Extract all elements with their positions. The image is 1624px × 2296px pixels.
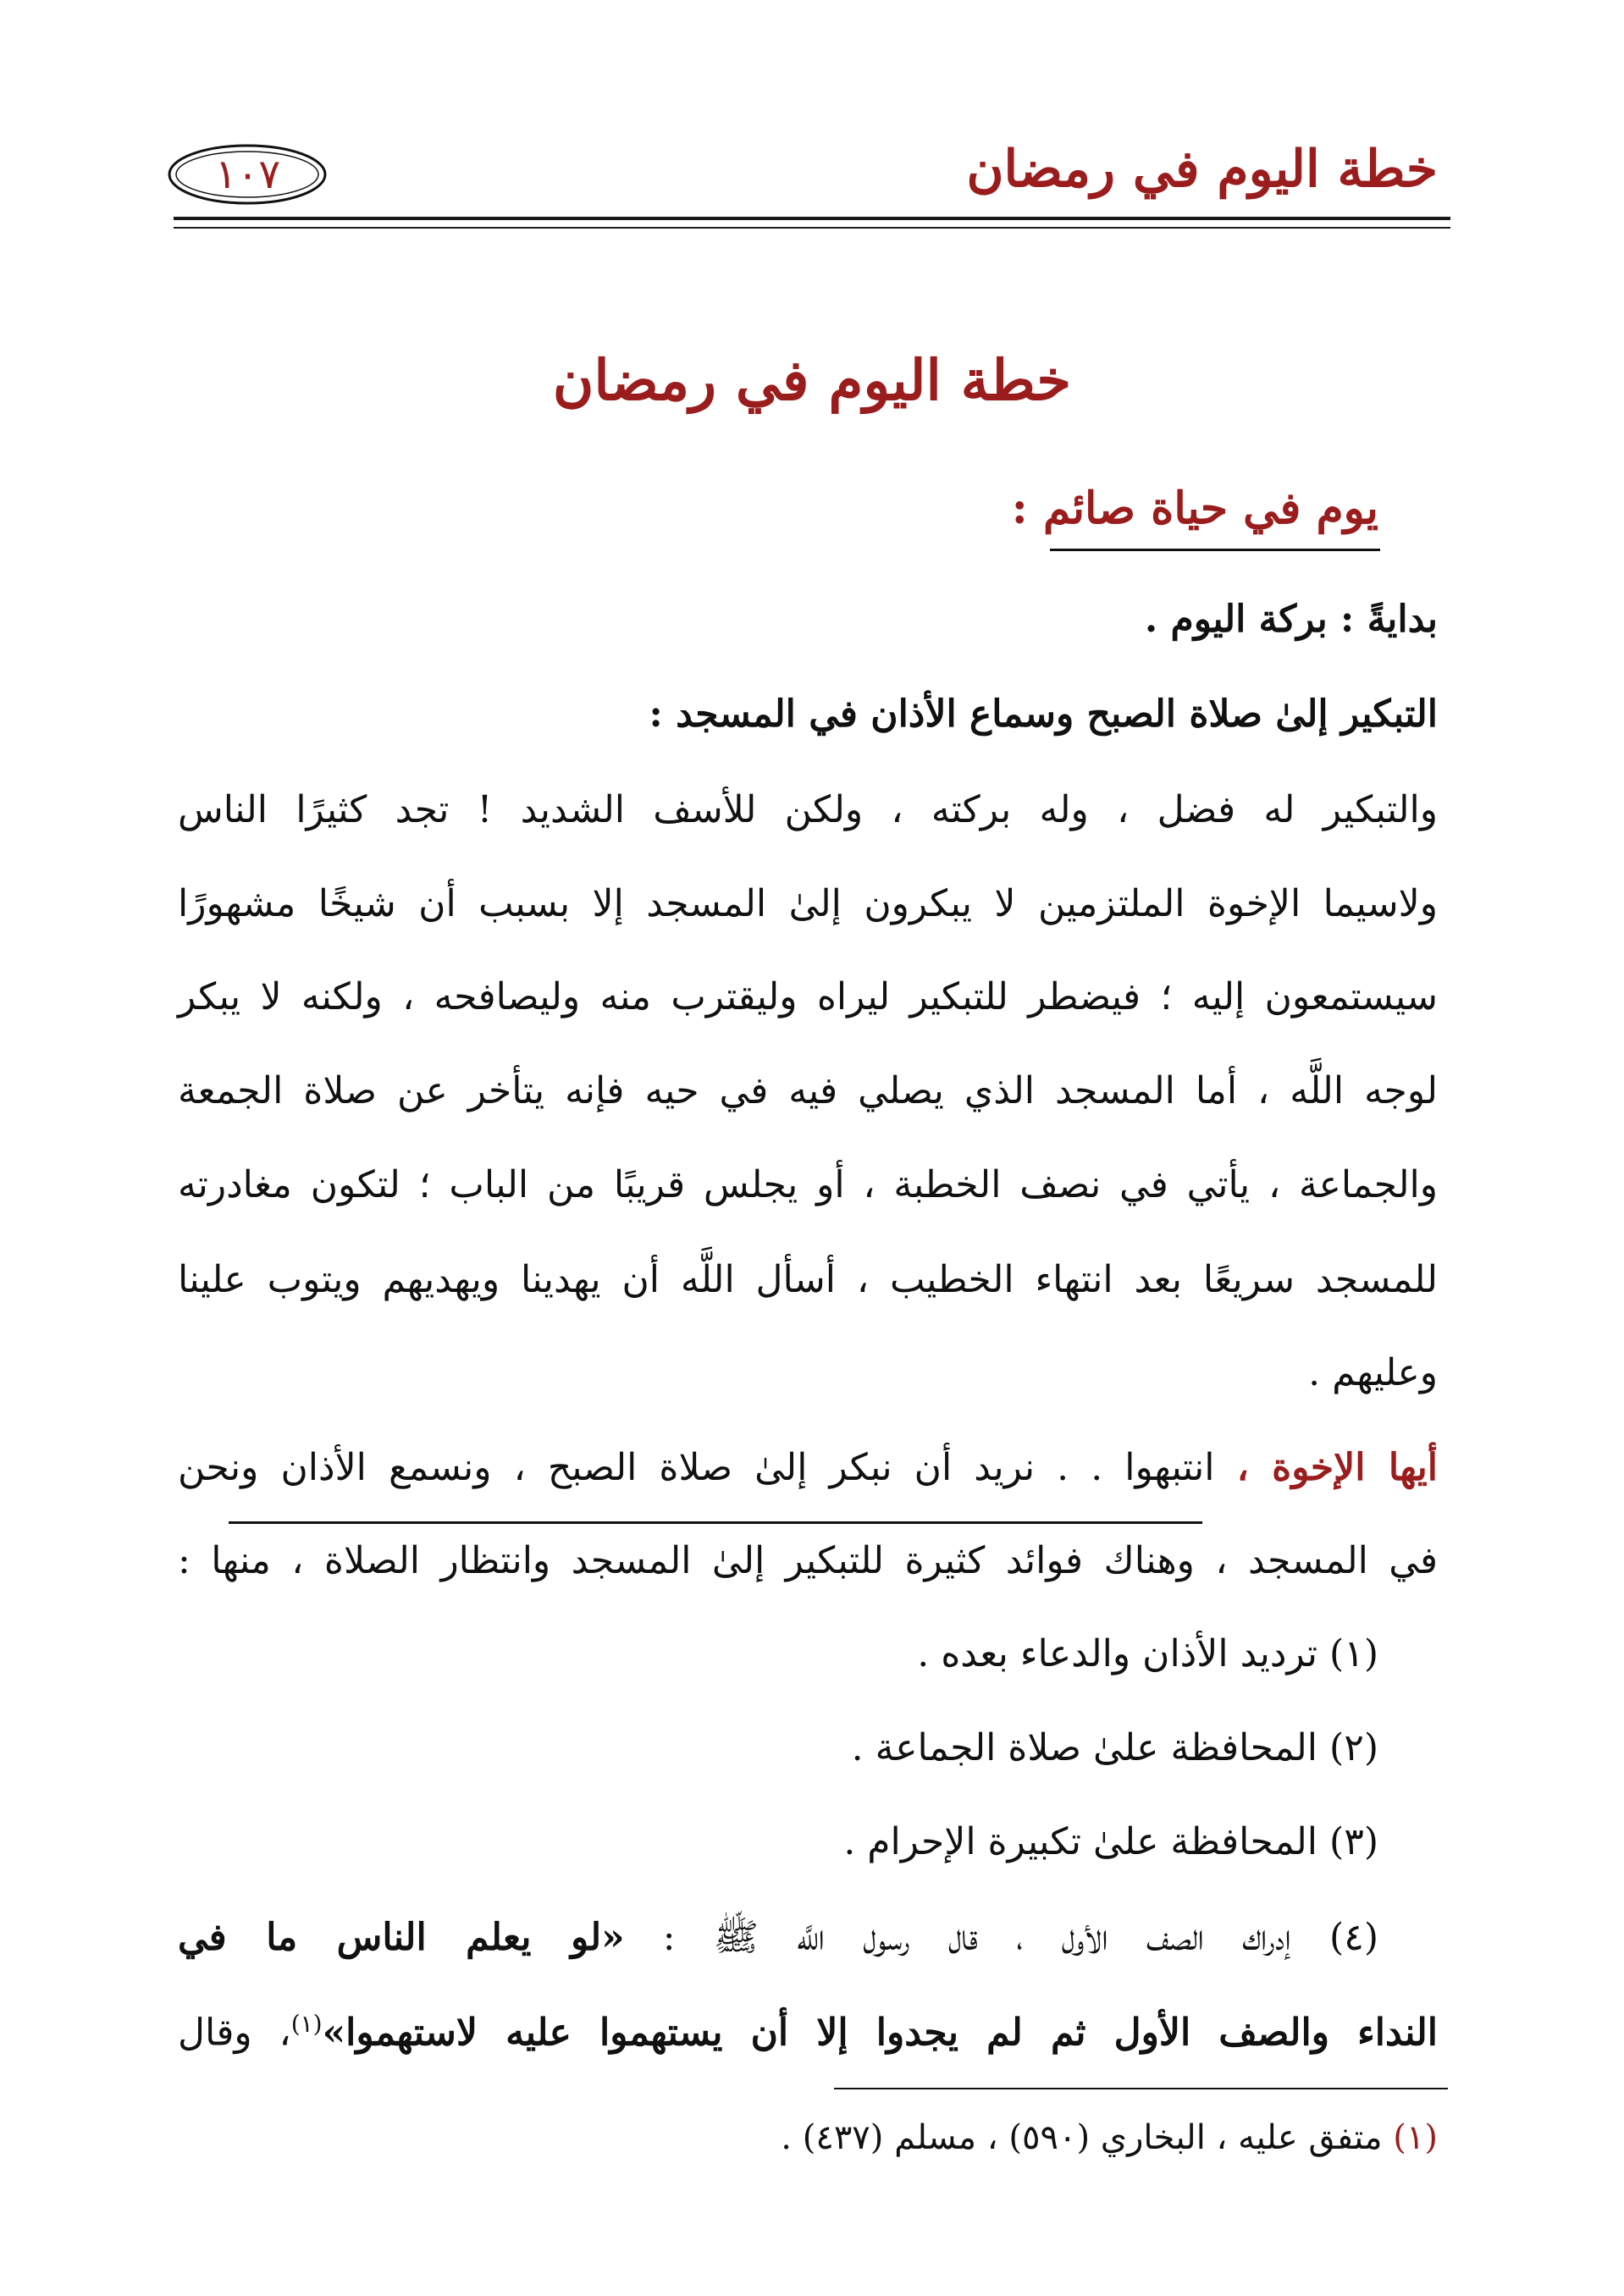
footnote [781, 2118, 1438, 2157]
running-title: خطة اليوم في رمضان [966, 140, 1438, 199]
paragraph-line: للمسجد سريعًا بعد انتهاء الخطيب ، أسأل اللَّه أن يهدينا ويهديهم ويتوب علينا [178, 1258, 1438, 1301]
header-rule-thick [174, 217, 1450, 220]
benefit-item: (٢) المحافظة علىٰ صلاة الجماعة . [851, 1726, 1378, 1769]
page-number-badge [165, 140, 330, 209]
subhead-early-prayer: التبكير إلىٰ صلاة الصبح وسماع الأذان في المسجد : [649, 693, 1438, 736]
paragraph-line: ولاسيما الإخوة الملتزمين لا يبكرون إلىٰ المسجد إلا بسبب أن شيخًا مشهورًا [178, 882, 1438, 925]
benefit-intro: (٤) إدراك الصف الأول ، قال رسول اللَّه ﷺ : [624, 1916, 1378, 1959]
paragraph-line: والجماعة ، يأتي في نصف الخطبة ، أو يجلس قريبًا من الباب ؛ لتكون مغادرته [178, 1163, 1438, 1206]
paragraph-line: في المسجد ، وهناك فوائد كثيرة للتبكير إلىٰ المسجد وانتظار الصلاة ، منها : [178, 1539, 1438, 1582]
paragraph-line: والتبكير له فضل ، وله بركته ، ولكن للأسف الشديد ! تجد كثيرًا الناس [178, 788, 1438, 831]
footnote-separator [834, 2088, 1448, 2089]
paragraph-line: سيستمعون إليه ؛ فيضطر للتبكير ليراه وليقترب منه وليصافحه ، ولكنه لا يبكر [178, 975, 1438, 1018]
benefit-item: (١) ترديد الأذان والدعاء بعده . [917, 1632, 1378, 1675]
paragraph-text: ، وقال [178, 2011, 291, 2055]
section-title: يوم في حياة صائم : [1011, 483, 1378, 534]
footnote-number: (١) [1393, 2118, 1438, 2157]
benefit-item: (٣) المحافظة علىٰ تكبيرة الإحرام . [843, 1820, 1378, 1863]
page-number: ١٠٧ [214, 151, 281, 198]
subhead-start: بدايةً : بركة اليوم . [1144, 598, 1438, 641]
footnote-text: متفق عليه ، البخاري (٥٩٠) ، مسلم (٤٣٧) . [781, 2118, 1394, 2157]
hadith-text: النداء والصف الأول ثم لم يجدوا إلا أن يستهموا عليه لاستهموا» [322, 2011, 1439, 2055]
header-rule-thin [174, 227, 1450, 229]
brothers-address: أيها الإخوة ، [1236, 1446, 1439, 1489]
paragraph-line [178, 1446, 1439, 1489]
paragraph-line: وعليهم . [1308, 1351, 1438, 1394]
chapter-title: خطة اليوم في رمضان [552, 347, 1072, 413]
paragraph-line [178, 2010, 1439, 2055]
footnote-reference: (١) [290, 2010, 323, 2038]
hadith-text: «لو يعلم الناس ما في [178, 1916, 625, 1959]
benefit-item [178, 1916, 1378, 1959]
section-title-underline [1050, 549, 1380, 551]
benefits-underline [229, 1521, 1202, 1524]
paragraph-text: انتبهوا . . نريد أن نبكر إلىٰ صلاة الصبح ، ونسمع الأذان ونحن [178, 1446, 1237, 1489]
paragraph-line: لوجه اللَّه ، أما المسجد الذي يصلي فيه في حيه فإنه يتأخر عن صلاة الجمعة [178, 1069, 1438, 1112]
